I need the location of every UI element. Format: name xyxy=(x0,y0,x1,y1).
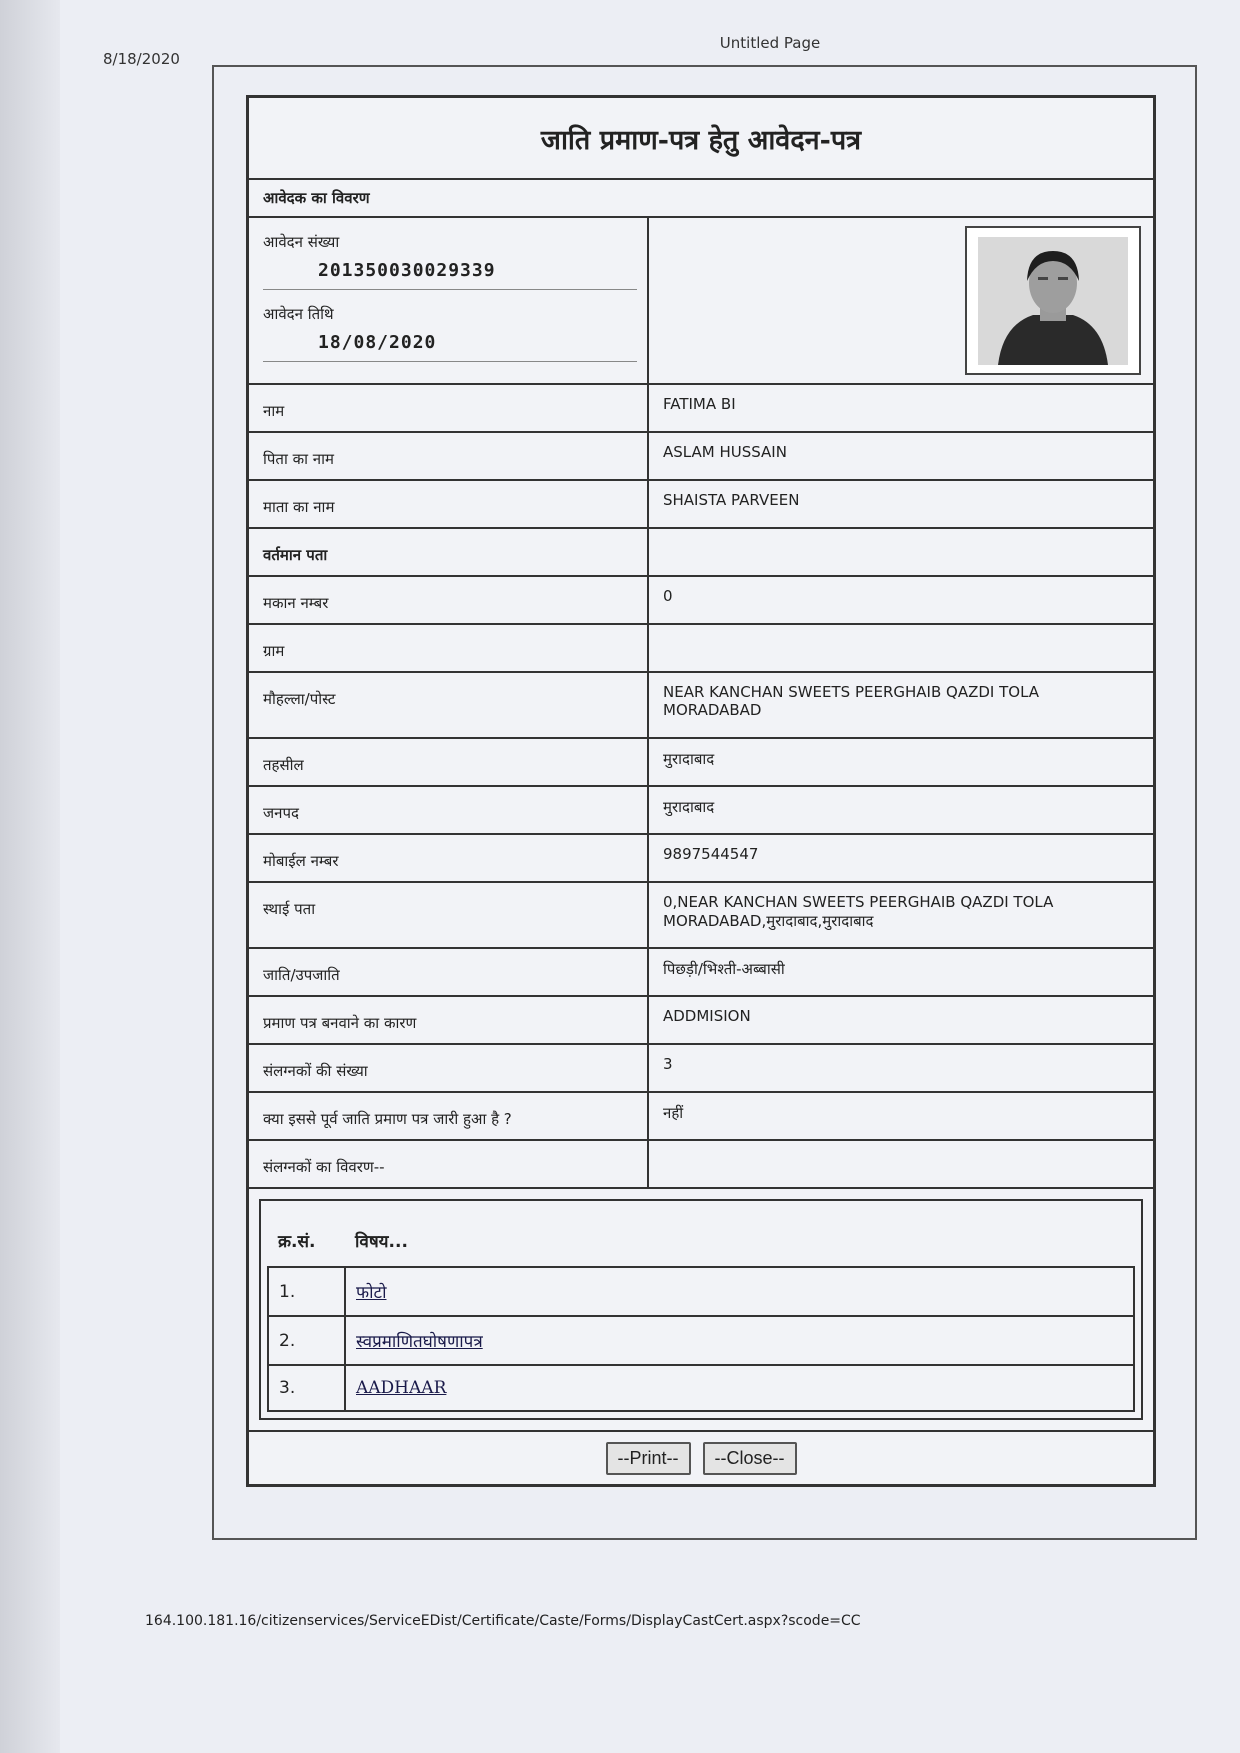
district-label: जनपद xyxy=(249,787,649,833)
page-url: 164.100.181.16/citizenservices/ServiceEDist/Certificate/Caste/Forms/DisplayCastCert.aspx?scode=CC xyxy=(145,1613,861,1629)
tehsil-value: मुरादाबाद xyxy=(663,750,715,768)
locality-post-label: मौहल्ला/पोस्ट xyxy=(249,673,649,737)
attachment-details-value xyxy=(649,1141,1153,1187)
attachments-table-frame xyxy=(259,1199,1143,1420)
attachments-header-row xyxy=(268,1213,1134,1267)
current-address-value xyxy=(649,529,1153,575)
applicant-photo-image xyxy=(978,237,1128,365)
caste-value: पिछड़ी/भिश्ती-अब्बासी xyxy=(663,960,785,978)
caste-certificate-application-form xyxy=(246,95,1156,1487)
name-value: FATIMA BI xyxy=(663,395,736,413)
attachment-subject-cell xyxy=(345,1267,1134,1316)
application-info-block xyxy=(249,218,1153,385)
attachment-link-photo[interactable]: फोटो xyxy=(356,1283,387,1303)
previous-certificate-value: नहीं xyxy=(663,1104,684,1122)
form-title: जाति प्रमाण-पत्र हेतु आवेदन-पत्र xyxy=(249,98,1153,180)
attachment-count-value: 3 xyxy=(663,1055,673,1073)
field-row-name xyxy=(249,385,1153,433)
field-row-locality-post xyxy=(249,673,1153,739)
table-row xyxy=(268,1316,1134,1365)
caste-label: जाति/उपजाति xyxy=(249,949,649,995)
permanent-address-label: स्थाई पता xyxy=(249,883,649,947)
house-number-label: मकान नम्बर xyxy=(249,577,649,623)
applicant-photo xyxy=(965,226,1141,375)
field-row-house-number xyxy=(249,577,1153,625)
district-value: मुरादाबाद xyxy=(663,798,715,816)
application-meta xyxy=(249,218,649,383)
attachment-link-aadhaar[interactable]: AADHAAR xyxy=(356,1378,447,1398)
attachments-section xyxy=(249,1189,1153,1432)
application-date-block xyxy=(263,304,637,362)
attachment-serial: 3. xyxy=(268,1365,345,1411)
field-row-mobile xyxy=(249,835,1153,883)
permanent-address-value: 0,NEAR KANCHAN SWEETS PEERGHAIB QAZDI TOLA MORADABAD,मुरादाबाद,मुरादाबाद xyxy=(663,893,1054,930)
field-row-reason xyxy=(249,997,1153,1045)
reason-value: ADDMISION xyxy=(663,1007,751,1025)
previous-certificate-label: क्या इससे पूर्व जाति प्रमाण पत्र जारी हुआ है ? xyxy=(249,1093,649,1139)
field-row-tehsil xyxy=(249,739,1153,787)
close-button[interactable]: --Close-- xyxy=(703,1442,797,1475)
application-number-label: आवेदन संख्या xyxy=(263,233,340,251)
village-value xyxy=(649,625,1153,671)
reason-label: प्रमाण पत्र बनवाने का कारण xyxy=(249,997,649,1043)
attachment-count-label: संलग्नकों की संख्या xyxy=(249,1045,649,1091)
field-row-current-address xyxy=(249,529,1153,577)
field-row-attachment-details xyxy=(249,1141,1153,1189)
attachment-link-self-declaration[interactable]: स्वप्रमाणितघोषणापत्र xyxy=(356,1332,483,1352)
field-row-attachment-count xyxy=(249,1045,1153,1093)
father-name-label: पिता का नाम xyxy=(249,433,649,479)
village-label: ग्राम xyxy=(249,625,649,671)
page-title: Untitled Page xyxy=(719,34,821,52)
field-row-previous-certificate xyxy=(249,1093,1153,1141)
subject-column-header: विषय... xyxy=(345,1213,1134,1267)
attachments-table xyxy=(267,1213,1135,1412)
name-label: नाम xyxy=(249,385,649,431)
father-name-value: ASLAM HUSSAIN xyxy=(663,443,787,461)
attachment-subject-cell xyxy=(345,1365,1134,1411)
tehsil-label: तहसील xyxy=(249,739,649,785)
application-number: 201350030029339 xyxy=(318,260,496,281)
action-button-bar xyxy=(249,1432,1153,1484)
house-number-value: 0 xyxy=(663,587,673,605)
table-row xyxy=(268,1365,1134,1411)
field-row-mother-name xyxy=(249,481,1153,529)
applicant-details-heading: आवेदक का विवरण xyxy=(249,180,1153,218)
field-row-caste xyxy=(249,949,1153,997)
serial-column-header: क्र.सं. xyxy=(268,1213,345,1267)
application-date-label: आवेदन तिथि xyxy=(263,305,334,323)
photo-cell xyxy=(649,218,1153,383)
scan-edge-shadow xyxy=(0,0,60,1753)
field-row-district xyxy=(249,787,1153,835)
table-row xyxy=(268,1267,1134,1316)
application-date: 18/08/2020 xyxy=(318,332,437,353)
attachment-serial: 1. xyxy=(268,1267,345,1316)
locality-post-value: NEAR KANCHAN SWEETS PEERGHAIB QAZDI TOLA MORADABAD xyxy=(663,683,1040,719)
attachment-details-label: संलग्नकों का विवरण-- xyxy=(249,1141,649,1187)
field-row-permanent-address xyxy=(249,883,1153,949)
attachment-serial: 2. xyxy=(268,1316,345,1365)
field-row-village xyxy=(249,625,1153,673)
application-number-block xyxy=(263,232,637,290)
mother-name-value: SHAISTA PARVEEN xyxy=(663,491,800,509)
mother-name-label: माता का नाम xyxy=(249,481,649,527)
print-date: 8/18/2020 xyxy=(103,50,180,68)
print-button[interactable]: --Print-- xyxy=(606,1442,691,1475)
mobile-number-label: मोबाईल नम्बर xyxy=(249,835,649,881)
attachment-subject-cell xyxy=(345,1316,1134,1365)
current-address-label: वर्तमान पता xyxy=(249,529,649,575)
field-row-father-name xyxy=(249,433,1153,481)
mobile-number-value: 9897544547 xyxy=(663,845,759,863)
